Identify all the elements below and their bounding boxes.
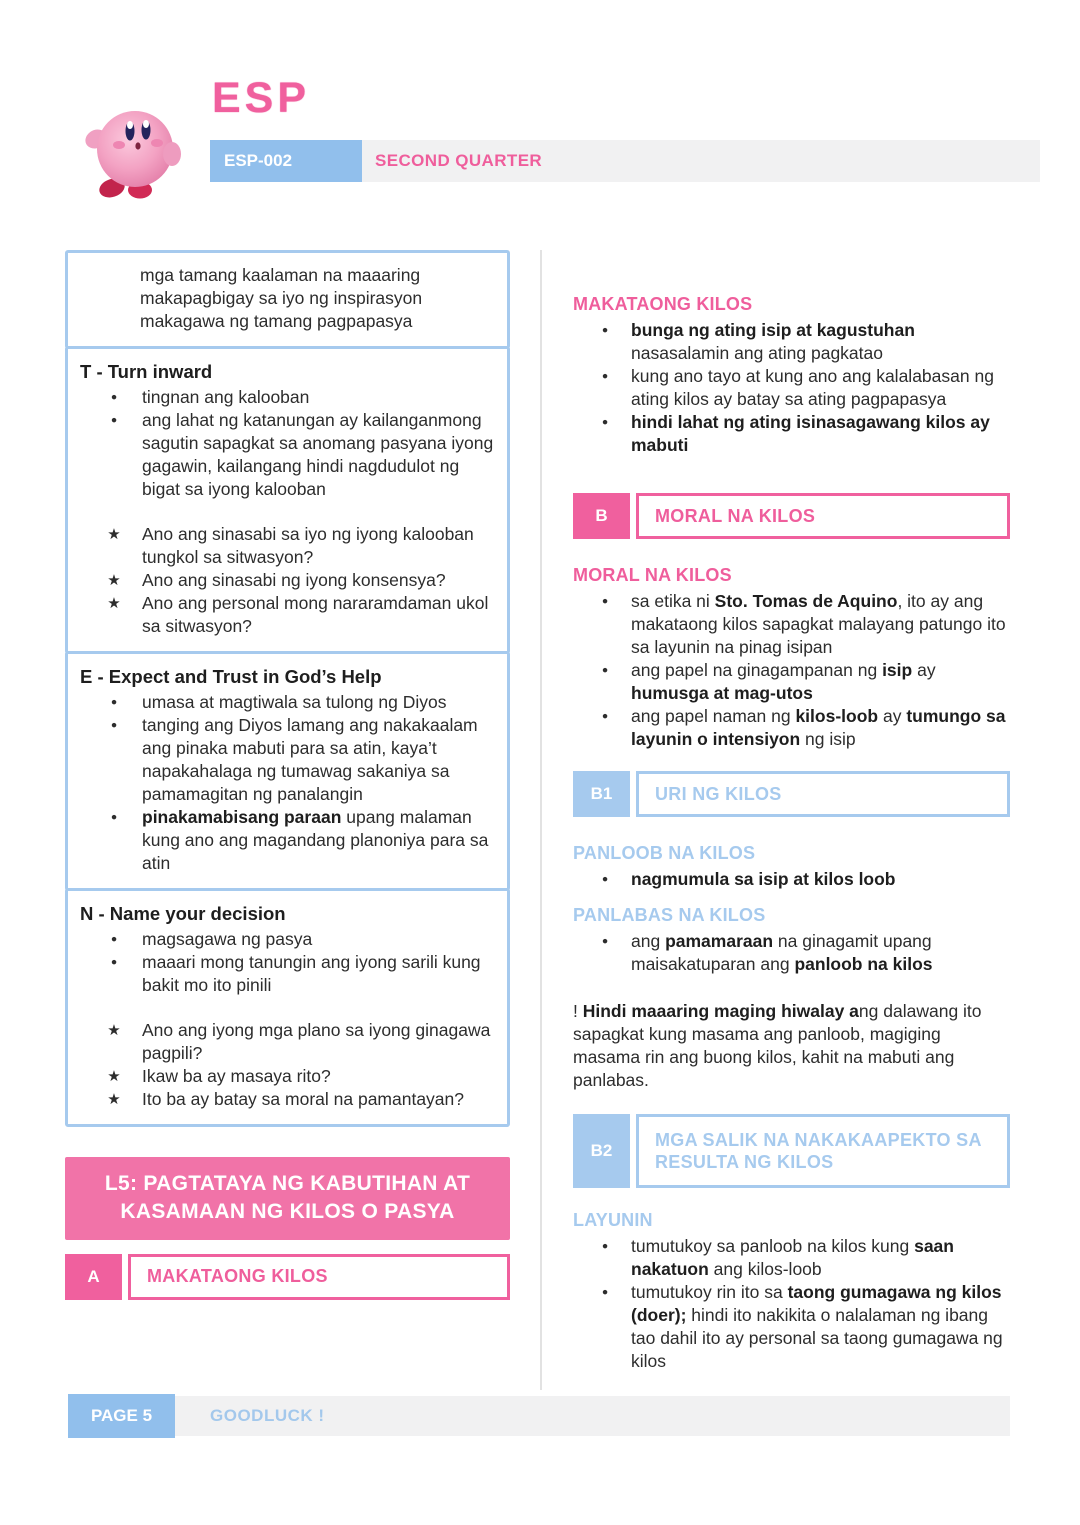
emphasized-text: humusga at mag-utos: [631, 683, 813, 703]
carryover-box: [65, 250, 510, 349]
section-t-list: [78, 386, 495, 638]
list-spacer: [78, 997, 495, 1019]
layunin-list: [573, 1235, 1010, 1373]
bullet-item: [78, 409, 495, 501]
text-segment: Ano ang iyong mga plano sa iyong ginagawa pagpili?: [142, 1020, 491, 1063]
section-letter-badge: A: [65, 1254, 122, 1300]
bullet-item: [78, 386, 495, 409]
text-segment: tanging ang Diyos lamang ang nakakaalam ang pinaka mabuti para sa atin, kaya’t napakahalaga ng tumawag sakaniya sa pamamagitan ng panalangin: [142, 715, 478, 804]
emphasized-text: Hindi maaaring maging hiwalay a: [582, 1001, 859, 1021]
bullet-marker-icon: ●: [110, 696, 118, 708]
text-segment: tumutukoy sa panloob na kilos kung: [631, 1236, 915, 1256]
text-segment: ang lahat ng katanungan ay kailanganmong sagutin sapagkat sa anomang pasyana iyong gagawin, kailangang hindi nagdudulot ng bigat sa iyong kalooban: [142, 410, 494, 499]
text-segment: ay: [878, 706, 907, 726]
section-label-a: [65, 1254, 510, 1300]
item-text: [142, 691, 495, 714]
page-number-badge: PAGE 5: [68, 1394, 175, 1438]
section-letter-badge: B2: [573, 1114, 630, 1188]
section-e-list: [78, 691, 495, 875]
kirby-mascot-image: [82, 100, 182, 200]
star-marker-icon: ★: [107, 1022, 121, 1039]
panloob-list: [573, 868, 1010, 891]
topic-header-moral-na-kilos: MORAL NA KILOS: [573, 565, 732, 585]
bullet-marker-icon: ●: [601, 324, 609, 336]
section-e-heading: E - Expect and Trust in God’s Help: [80, 666, 382, 687]
bullet-item: [573, 319, 1010, 365]
item-text: [631, 868, 1010, 891]
emphasized-text: saan nakatuon: [631, 1236, 954, 1279]
bullet-marker-icon: ●: [601, 873, 609, 885]
item-text: [142, 1019, 495, 1065]
question-item: [78, 569, 495, 592]
text-segment: upang malaman kung ano ang magandang planoniya para sa atin: [142, 807, 489, 873]
emphasized-text: pinakamabisang paraan: [142, 807, 342, 827]
text-segment: , ito ay ang makataong kilos sapagkat malayang patungo ito sa layunin na pinag isipan: [631, 591, 1006, 657]
item-text: [142, 928, 495, 951]
item-text: [631, 319, 1010, 365]
bullet-item: [573, 1281, 1010, 1373]
item-text: [142, 806, 495, 875]
text-segment: Ikaw ba ay masaya rito?: [142, 1066, 331, 1086]
bullet-item: [573, 1235, 1010, 1281]
text-segment: magsagawa ng pasya: [142, 929, 313, 949]
emphasized-text: tumungo sa layunin o intensiyon: [631, 706, 1006, 749]
item-text: [631, 1235, 1010, 1281]
question-item: [78, 1019, 495, 1065]
question-item: [78, 1065, 495, 1088]
item-text: [631, 411, 1010, 457]
text-segment: Ano ang sinasabi ng iyong konsensya?: [142, 570, 446, 590]
bullet-marker-icon: ●: [601, 370, 609, 382]
section-letter-badge: B: [573, 493, 630, 539]
bullet-item: [573, 705, 1010, 751]
item-text: [631, 1281, 1010, 1373]
bullet-marker-icon: ●: [110, 956, 118, 968]
section-n-heading: N - Name your decision: [80, 903, 286, 924]
star-marker-icon: ★: [107, 526, 121, 543]
subject-code-badge: ESP-002: [210, 140, 362, 182]
bullet-item: [573, 365, 1010, 411]
text-segment: hindi ito nakikita o nalalaman ng ibang tao dahil ito ay personal sa taong gumagawa ng kilos: [631, 1305, 1003, 1371]
bullet-item: [78, 691, 495, 714]
item-text: [142, 714, 495, 806]
text-segment: ay: [912, 660, 936, 680]
subject-title: ESP: [212, 74, 311, 122]
section-label-b2: [573, 1114, 1010, 1188]
section-t-heading: T - Turn inward: [80, 361, 213, 382]
text-segment: nasasalamin ang ating pagkatao: [631, 343, 883, 363]
text-segment: tumutukoy rin ito sa: [631, 1282, 788, 1302]
text-segment: maaari mong tanungin ang iyong sarili kung bakit mo ito pinili: [142, 952, 481, 995]
panlabas-list: [573, 930, 1010, 976]
item-text: [142, 523, 495, 569]
section-n-box: [65, 888, 510, 1127]
makataong-kilos-list: [573, 319, 1010, 457]
emphasized-text: taong gumagawa ng kilos (doer);: [631, 1282, 1002, 1325]
text-segment: ng dalawang ito sapagkat kung masama ang panloob, magiging masama rin ang buong kilos, kahit na mabuti ang panlabas.: [573, 1001, 982, 1090]
emphasized-text: panloob na kilos: [794, 954, 933, 974]
section-n-list: [78, 928, 495, 1111]
item-text: [631, 705, 1010, 751]
bullet-marker-icon: ●: [110, 414, 118, 426]
moral-na-kilos-list: [573, 590, 1010, 751]
section-label-title: MGA SALIK NA NAKAKAAPEKTO SA RESULTA NG KILOS: [636, 1114, 1010, 1188]
bullet-item: [573, 930, 1010, 976]
star-marker-icon: ★: [107, 595, 121, 612]
list-spacer: [78, 501, 495, 523]
emphasized-text: hindi lahat ng ating isinasagawang kilos ay mabuti: [631, 412, 990, 455]
section-t-box: [65, 346, 510, 654]
column-divider: [540, 250, 542, 1390]
text-segment: ang: [631, 931, 666, 951]
bullet-marker-icon: ●: [601, 1240, 609, 1252]
text-segment: ang papel na ginagampanan ng: [631, 660, 883, 680]
bullet-marker-icon: ●: [601, 416, 609, 428]
star-marker-icon: ★: [107, 1091, 121, 1108]
item-text: [142, 386, 495, 409]
bullet-marker-icon: ●: [110, 811, 118, 823]
bullet-item: [78, 928, 495, 951]
bullet-marker-icon: ●: [601, 935, 609, 947]
star-marker-icon: ★: [107, 572, 121, 589]
header-row: [210, 140, 1040, 182]
item-text: [631, 590, 1010, 659]
emphasized-text: bunga ng ating isip at kagustuhan: [631, 320, 915, 340]
item-text: [142, 951, 495, 997]
item-text: [142, 592, 495, 638]
bullet-marker-icon: ●: [601, 710, 609, 722]
bullet-item: [78, 951, 495, 997]
item-text: [631, 930, 1010, 976]
bullet-marker-icon: ●: [110, 933, 118, 945]
emphasized-text: kilos-loob: [795, 706, 879, 726]
section-label-b1: [573, 771, 1010, 817]
section-label-title: URI NG KILOS: [636, 771, 1010, 817]
carryover-text: mga tamang kaalaman na maaaring makapagbigay sa iyo ng inspirasyon makagawa ng tamang pagpapasya: [140, 265, 423, 331]
warning-note: [573, 1000, 1010, 1092]
item-text: [631, 659, 1010, 705]
text-segment: Ano ang sinasabi sa iyo ng iyong kalooban tungkol sa sitwasyon?: [142, 524, 474, 567]
topic-header-layunin: LAYUNIN: [573, 1210, 653, 1230]
bullet-marker-icon: ●: [601, 664, 609, 676]
text-segment: kung ano tayo at kung ano ang kalalabasan ng ating kilos ay batay sa ating pagpapasya: [631, 366, 994, 409]
text-segment: na ginagamit upang maisakatuparan ang: [631, 931, 932, 974]
bullet-item: [573, 868, 1010, 891]
text-segment: ng isip: [800, 729, 856, 749]
topic-header-makataong-kilos: MAKATAONG KILOS: [573, 294, 753, 314]
bullet-marker-icon: ●: [601, 595, 609, 607]
item-text: [142, 1065, 495, 1088]
quarter-label: SECOND QUARTER: [362, 140, 1040, 182]
item-text: [142, 1088, 495, 1111]
text-segment: tingnan ang kalooban: [142, 387, 310, 407]
topic-header-panloob: PANLOOB NA KILOS: [573, 843, 756, 863]
lesson-banner: L5: PAGTATAYA NG KABUTIHAN AT KASAMAAN NG KILOS O PASYA: [65, 1157, 510, 1240]
item-text: [142, 569, 495, 592]
bullet-marker-icon: ●: [110, 719, 118, 731]
left-column: [65, 250, 510, 1300]
emphasized-text: nagmumula sa isip at kilos loob: [631, 869, 896, 889]
section-label-b: [573, 493, 1010, 539]
bullet-item: [573, 411, 1010, 457]
bullet-marker-icon: ●: [601, 1286, 609, 1298]
text-segment: umasa at magtiwala sa tulong ng Diyos: [142, 692, 447, 712]
text-segment: !: [573, 1001, 583, 1021]
text-segment: sa etika ni: [631, 591, 715, 611]
section-label-title: MAKATAONG KILOS: [128, 1254, 510, 1300]
section-label-title: MORAL NA KILOS: [636, 493, 1010, 539]
emphasized-text: pamamaraan: [665, 931, 774, 951]
topic-header-panlabas: PANLABAS NA KILOS: [573, 905, 766, 925]
bullet-marker-icon: ●: [110, 391, 118, 403]
section-e-box: [65, 651, 510, 891]
emphasized-text: isip: [882, 660, 913, 680]
star-marker-icon: ★: [107, 1068, 121, 1085]
item-text: [142, 409, 495, 501]
emphasized-text: Sto. Tomas de Aquino: [714, 591, 898, 611]
text-segment: ang papel naman ng: [631, 706, 796, 726]
bullet-item: [78, 806, 495, 875]
text-segment: Ano ang personal mong nararamdaman ukol sa sitwasyon?: [142, 593, 489, 636]
text-segment: ang kilos-loob: [708, 1259, 822, 1279]
section-letter-badge: B1: [573, 771, 630, 817]
bullet-item: [573, 590, 1010, 659]
question-item: [78, 1088, 495, 1111]
bullet-item: [78, 714, 495, 806]
item-text: [631, 365, 1010, 411]
footer-message: GOODLUCK !: [175, 1396, 1010, 1436]
question-item: [78, 592, 495, 638]
text-segment: Ito ba ay batay sa moral na pamantayan?: [142, 1089, 465, 1109]
question-item: [78, 523, 495, 569]
bullet-item: [573, 659, 1010, 705]
right-column: [573, 294, 1010, 1373]
